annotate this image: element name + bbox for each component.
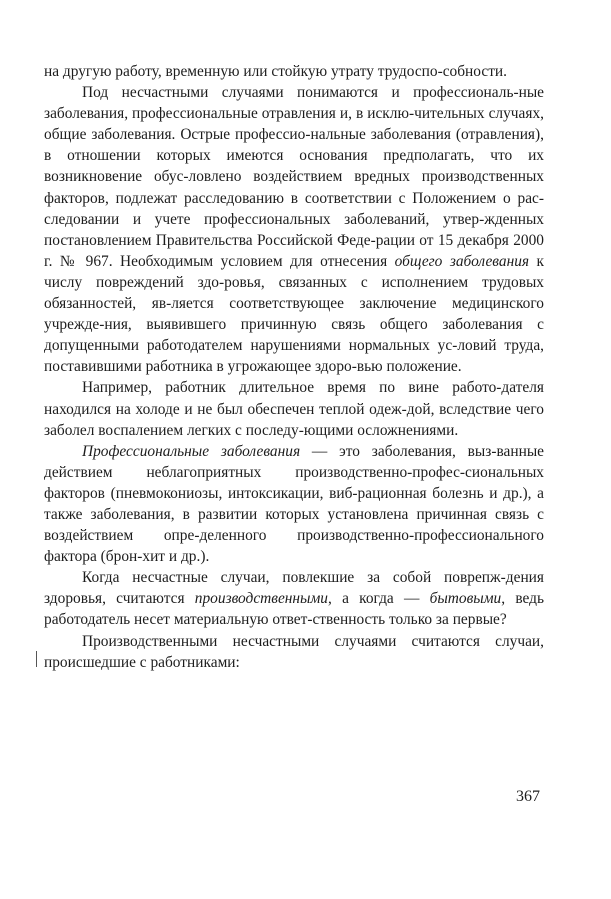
emphasis-text: Профессиональные заболевания — [82, 442, 301, 460]
paragraph-question — [44, 567, 544, 630]
text-run: к числу повреждений здо-ровья, связанных с исполнением трудовых обязанностей, яв-ляется соответствующее заключение медицинского учрежде-ния, выявившего причинную связь общего заболевания с допущенными работодателем нарушениями нормальных ус-ловий труда, поставившими работника в угрожающее здоро-вью положение. — [44, 252, 544, 376]
paragraph-definition — [44, 82, 544, 377]
emphasis-text: производственными — [194, 590, 328, 608]
text-run: Когда несчастные случаи, повлекшие за собой поврепж-дения здоровья, считаются — [44, 569, 544, 608]
page-number: 367 — [516, 788, 540, 805]
emphasis-text: общего заболевания — [394, 252, 530, 270]
text-run: — это заболевания, выз-ванные действием неблагоприятных производственно-профес-сиональных факторов (пневмокониозы, интоксикации, виб-рационная болезнь и др.), а также заболевания, в развитии которых установлена причинная связь с воздействием опре-деленного производственно-профессионального фактора (брон-хит и др.). — [44, 442, 544, 566]
text-run: , а когда — — [328, 590, 430, 608]
text-run: , ведь работодатель несет материальную ответ-ственность только за первые? — [44, 590, 544, 629]
text-run: Производственными несчастными случаями считаются случаи, происшедшие с работниками: — [44, 632, 544, 671]
paragraph-example — [44, 377, 544, 440]
text-run: Под несчастными случаями понимаются и профессиональ-ные заболевания, профессиональные отравления и, в исклю-чительных случаях, общие заболевания. Острые профессио-нальные заболевания (отравления), в отношении которых имеются основания предполагать, что их возникновение обус-ловлено воздействием вредных производственных факторов, подлежат расследованию в соответствии с Положением о рас-следовании и учете профессиональных заболеваний, утвер-жденных постановлением Правительства Российской Феде-рации от 15 декабря 2000 г. № 967. Необходимым условием для отнесения — [44, 84, 544, 270]
page-body — [44, 61, 544, 673]
paragraph-continuation — [44, 61, 544, 82]
paragraph-occupational-diseases — [44, 441, 544, 568]
text-run: на другую работу, временную или стойкую утрату трудоспо-собности. — [44, 63, 508, 80]
text-run: Например, работник длительное время по вине работо-дателя находился на холоде и не был обеспечен теплой одеж-дой, вследствие чего заболел воспалением легких с последу-ющими осложнениями. — [44, 379, 544, 439]
margin-mark — [36, 651, 37, 667]
paragraph-answer-intro — [44, 631, 544, 673]
emphasis-text: бытовыми — [429, 590, 502, 608]
